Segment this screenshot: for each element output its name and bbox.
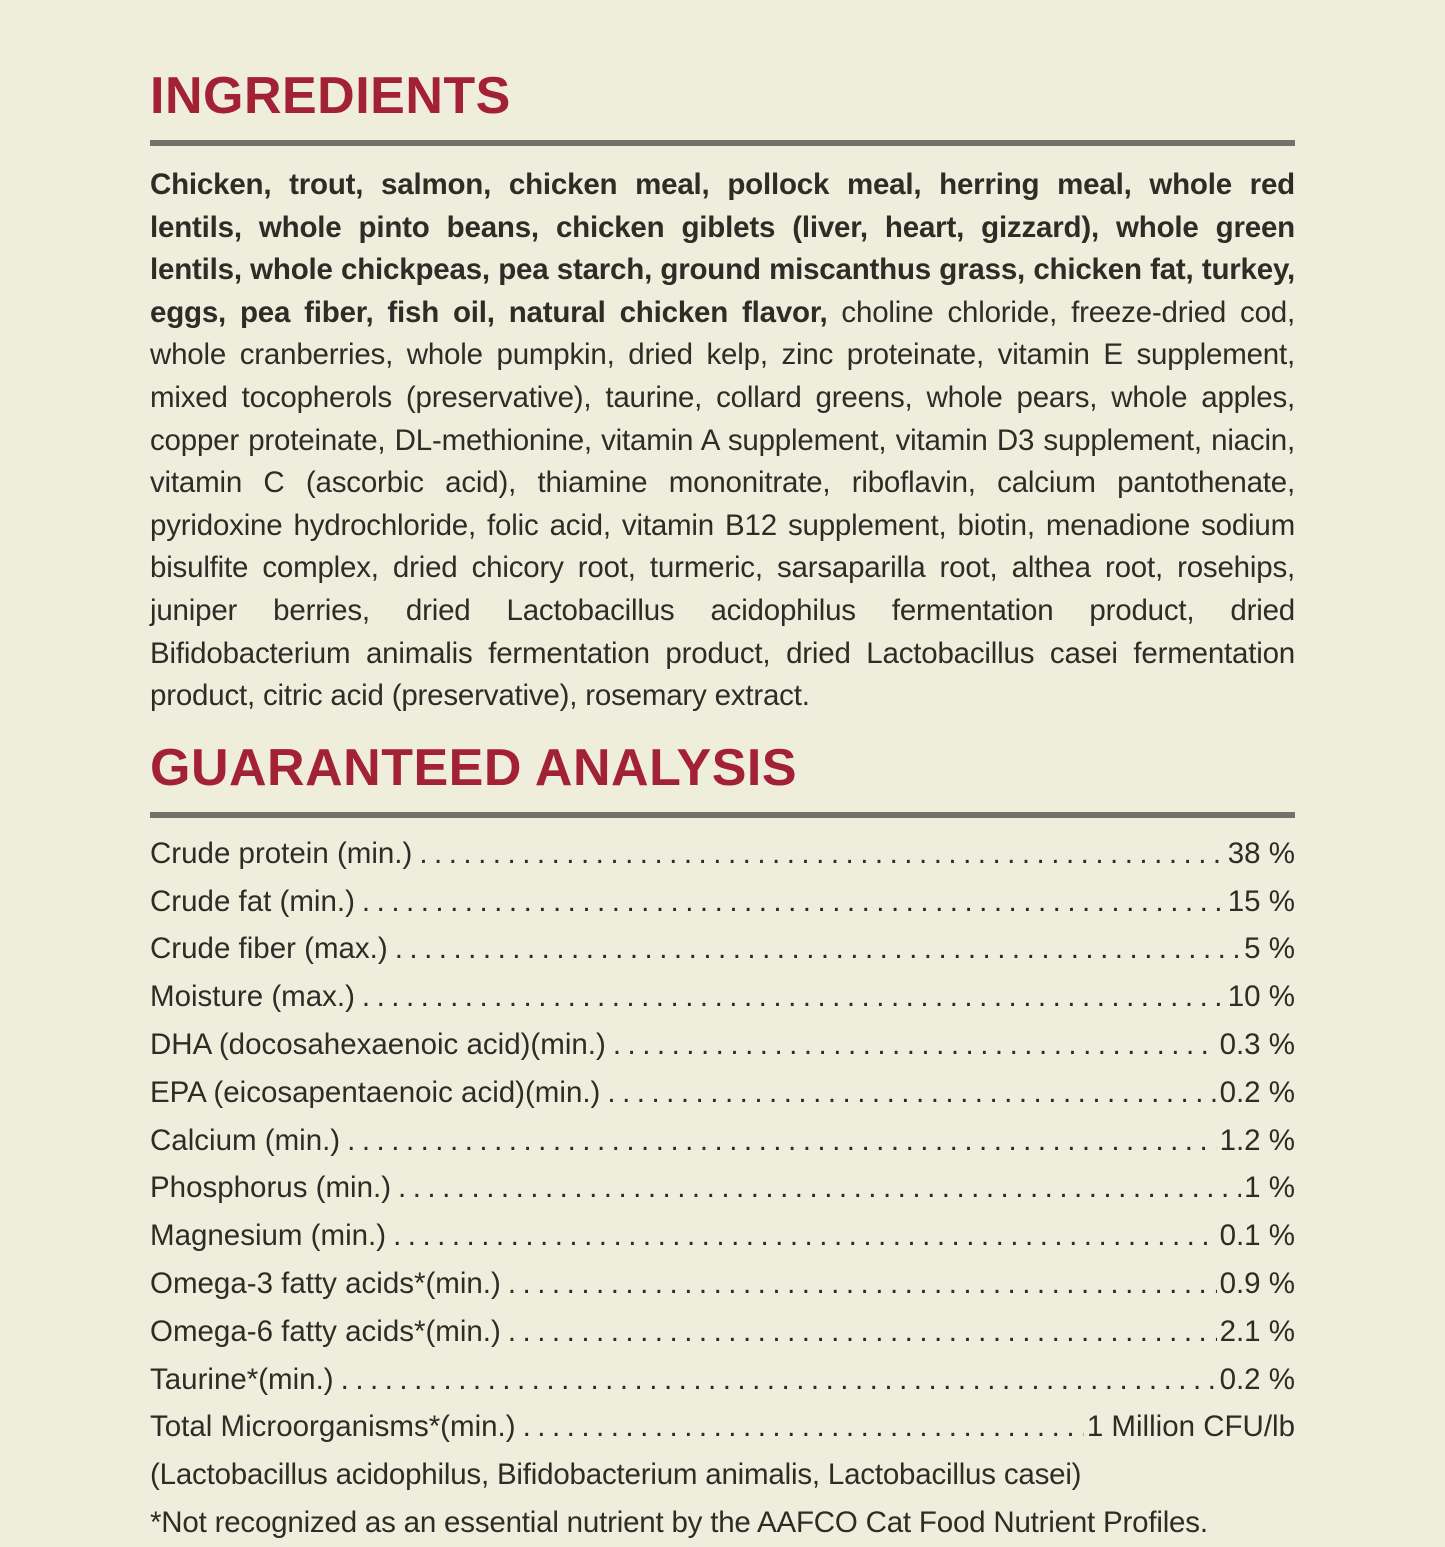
analysis-row: [150, 1308, 1295, 1356]
analysis-nutrient-label: EPA (eicosapentaenoic acid)(min.): [150, 1075, 601, 1109]
analysis-nutrient-label: Phosphorus (min.): [150, 1171, 392, 1205]
guaranteed-analysis-title: GUARANTEED ANALYSIS: [150, 738, 798, 797]
analysis-row: [150, 1117, 1295, 1165]
analysis-nutrient-label: Crude fat (min.): [150, 884, 355, 918]
analysis-nutrient-value: 1.2 %: [1219, 1123, 1295, 1157]
ingredients-title: INGREDIENTS: [150, 67, 511, 125]
dot-leader: [508, 1260, 1217, 1308]
guaranteed-analysis-table: [150, 830, 1295, 1451]
analysis-row: [150, 1403, 1295, 1451]
guaranteed-analysis-divider: [150, 812, 1295, 818]
analysis-nutrient-label: Moisture (max.): [150, 980, 355, 1014]
analysis-nutrient-label: Omega-6 fatty acids*(min.): [150, 1314, 501, 1348]
analysis-row: [150, 878, 1295, 926]
dot-leader: [393, 1212, 1217, 1260]
analysis-nutrient-value: 1 Million CFU/lb: [1086, 1410, 1295, 1444]
analysis-nutrient-value: 10 %: [1227, 980, 1295, 1014]
dot-leader: [523, 1403, 1084, 1451]
analysis-nutrient-value: 0.1 %: [1219, 1219, 1295, 1253]
analysis-row: [150, 830, 1295, 878]
dot-leader: [362, 973, 1225, 1021]
analysis-row: [150, 1356, 1295, 1404]
microorganisms-note: (Lactobacillus acidophilus, Bifidobacterium animalis, Lactobacillus casei): [150, 1458, 1082, 1492]
dot-leader: [362, 878, 1225, 926]
analysis-nutrient-label: Omega-3 fatty acids*(min.): [150, 1266, 501, 1300]
analysis-row: [150, 973, 1295, 1021]
dot-leader: [508, 1308, 1217, 1356]
ingredients-paragraph: [150, 164, 1295, 718]
analysis-nutrient-label: Crude protein (min.): [150, 836, 413, 870]
analysis-nutrient-label: DHA (docosahexaenoic acid)(min.): [150, 1027, 606, 1061]
analysis-nutrient-value: 0.2 %: [1219, 1362, 1295, 1396]
ingredients-primary-list: Chicken, trout, salmon, chicken meal, pollock meal, herring meal, whole red lentils, whole pinto beans, chicken giblets (liver, heart, gizzard), whole green lentils, whole chickpeas, pea starch, ground miscanthus grass, chicken fat, turkey, eggs, pea fiber, fish oil, natural chicken flavor,: [150, 168, 1295, 329]
dot-leader: [395, 925, 1241, 973]
analysis-nutrient-label: Magnesium (min.): [150, 1219, 387, 1253]
analysis-nutrient-label: Calcium (min.): [150, 1123, 341, 1157]
dot-leader: [613, 1021, 1217, 1069]
analysis-nutrient-value: 2.1 %: [1219, 1314, 1295, 1348]
analysis-nutrient-value: 15 %: [1227, 884, 1295, 918]
dot-leader: [607, 1069, 1216, 1117]
dot-leader: [347, 1117, 1216, 1165]
analysis-row: [150, 1260, 1295, 1308]
analysis-nutrient-value: 0.9 %: [1219, 1266, 1295, 1300]
analysis-nutrient-label: Taurine*(min.): [150, 1362, 334, 1396]
ingredients-secondary-list: choline chloride, freeze-dried cod, whole cranberries, whole pumpkin, dried kelp, zinc proteinate, vitamin E supplement, mixed tocopherols (preservative), taurine, collard greens, whole pears, whole apples, copper proteinate, DL-methionine, vitamin A supplement, vitamin D3 supplement, niacin, vitamin C (ascorbic acid), thiamine mononitrate, riboflavin, calcium pantothenate, pyridoxine hydrochloride, folic acid, vitamin B12 supplement, biotin, menadione sodium bisulfite complex, dried chicory root, turmeric, sarsaparilla root, althea root, rosehips, juniper berries, dried Lactobacillus acidophilus fermentation product, dried Bifidobacterium animalis fermentation product, dried Lactobacillus casei fermentation product, citric acid (preservative), rosemary extract.: [150, 295, 1295, 713]
dot-leader: [341, 1356, 1217, 1404]
ingredients-divider: [150, 140, 1295, 146]
analysis-row: [150, 925, 1295, 973]
analysis-nutrient-label: Total Microorganisms*(min.): [150, 1410, 516, 1444]
analysis-nutrient-label: Crude fiber (max.): [150, 932, 388, 966]
analysis-row: [150, 1212, 1295, 1260]
analysis-nutrient-value: 0.2 %: [1219, 1075, 1295, 1109]
aafco-footnote: *Not recognized as an essential nutrient by the AAFCO Cat Food Nutrient Profiles.: [150, 1505, 1208, 1539]
analysis-nutrient-value: 5 %: [1244, 932, 1295, 966]
analysis-row: [150, 1021, 1295, 1069]
analysis-row: [150, 1069, 1295, 1117]
analysis-nutrient-value: 38 %: [1227, 836, 1295, 870]
dot-leader: [398, 1164, 1241, 1212]
dot-leader: [419, 830, 1224, 878]
analysis-nutrient-value: 1 %: [1244, 1171, 1295, 1205]
analysis-nutrient-value: 0.3 %: [1219, 1027, 1295, 1061]
analysis-row: [150, 1164, 1295, 1212]
